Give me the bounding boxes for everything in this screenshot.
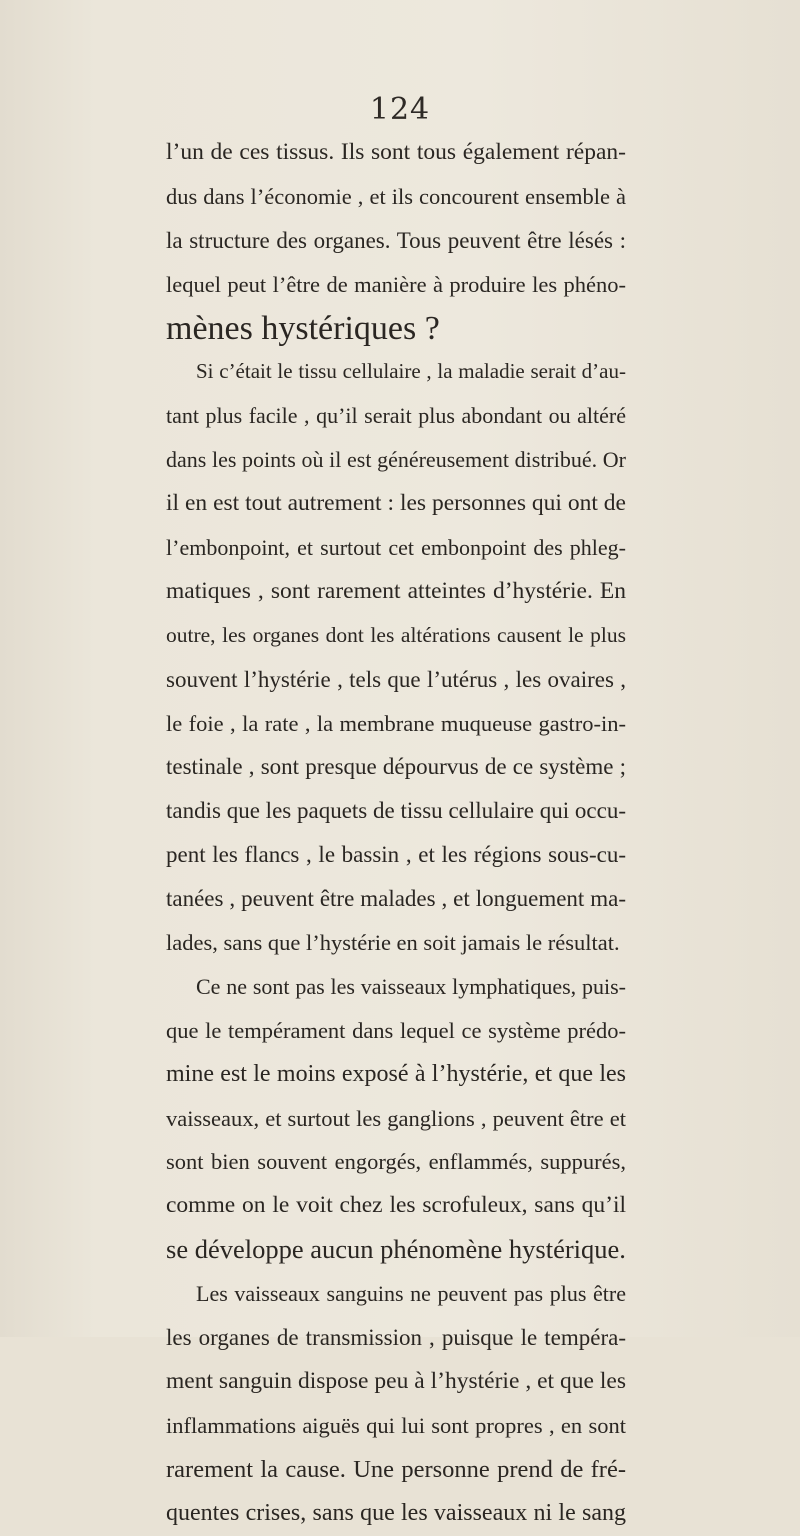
text-line: dus dans l’économie , et ils concourent ensemble à: [166, 183, 626, 209]
text-line: l’un de ces tissus. Ils sont tous également répan-: [166, 139, 626, 165]
text-line: inflammations aiguës qui lui sont propres , en sont: [166, 1412, 626, 1438]
text-line: se développe aucun phénomène hystérique.: [166, 1234, 626, 1265]
text-line: rarement la cause. Une personne prend de fré-: [166, 1455, 626, 1483]
text-line: dans les points où il est généreusement distribué. Or: [166, 447, 626, 473]
text-line: Si c’était le tissu cellulaire , la maladie serait d’au-: [196, 359, 626, 384]
page-number: 124: [369, 92, 431, 127]
text-line: ment sanguin dispose peu à l’hystérie , et que les: [166, 1367, 626, 1394]
text-line: outre, les organes dont les altérations causent le plus: [166, 622, 626, 647]
text-line: la structure des organes. Tous peuvent être lésés :: [166, 227, 626, 253]
text-line: lades, sans que l’hystérie en soit jamais le résultat.: [166, 930, 620, 956]
text-line: il en est tout autrement : les personnes qui ont de: [166, 490, 626, 517]
text-line: matiques , sont rarement atteintes d’hystérie. En: [166, 577, 626, 604]
text-line: tanées , peuvent être malades , et longuement ma-: [166, 886, 626, 912]
text-line: sont bien souvent engorgés, enflammés, suppurés,: [166, 1149, 626, 1175]
text-line: comme on le voit chez les scrofuleux, sans qu’il: [166, 1192, 626, 1219]
text-line: testinale , sont presque dépourvus de ce système ;: [166, 754, 626, 780]
text-line: tandis que les paquets de tissu cellulaire qui occu-: [166, 798, 626, 824]
text-line: Ce ne sont pas les vaisseaux lymphatiques, puis-: [196, 973, 626, 999]
text-line: le foie , la rate , la membrane muqueuse gastro-in-: [166, 710, 626, 736]
text-line: vaisseaux, et surtout les ganglions , peuvent être et: [166, 1105, 626, 1131]
text-line: quentes crises, sans que les vaisseaux ni le sang: [166, 1499, 626, 1526]
text-line: tant plus facile , qu’il serait plus abondant ou altéré: [166, 403, 626, 429]
text-line: lequel peut l’être de manière à produire les phéno-: [166, 271, 626, 297]
text-line: que le tempérament dans lequel ce système prédo-: [166, 1017, 626, 1043]
text-line: mine est le moins exposé à l’hystérie, et que les: [166, 1060, 626, 1087]
text-line: Les vaisseaux sanguins ne peuvent pas plus être: [196, 1281, 626, 1307]
text-line: l’embonpoint, et surtout cet embonpoint des phleg-: [166, 535, 626, 561]
text-line: souvent l’hystérie , tels que l’utérus , les ovaires ,: [166, 666, 626, 692]
body-text: [166, 131, 626, 1536]
text-line: les organes de transmission , puisque le tempéra-: [166, 1325, 626, 1351]
text-line: mènes hystériques ?: [166, 309, 440, 347]
text-line: pent les flancs , le bassin , et les régions sous-cu-: [166, 842, 626, 868]
